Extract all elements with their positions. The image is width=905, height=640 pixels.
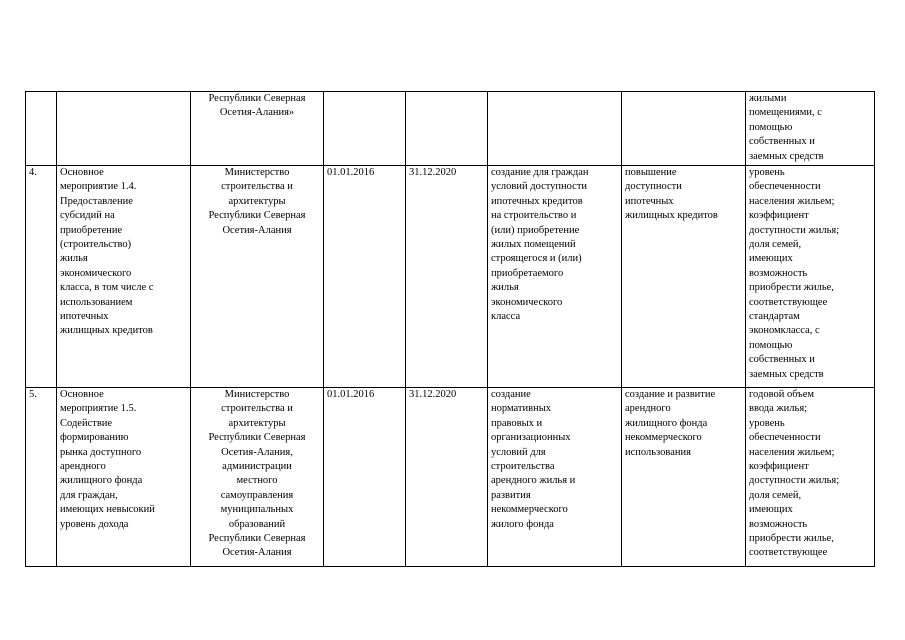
measure-name-cell [57,92,191,166]
consequences-text: повышение доступности ипотечных жилищных кредитов [625,167,718,222]
executor-text: Министерство строительства и архитектуры Республики Северная Осетия-Алания [208,167,306,236]
consequences-cell [622,388,746,567]
end-date-cell [406,92,488,166]
executor-cell [191,166,324,388]
start-date: 01.01.2016 [327,167,375,178]
table-row [26,388,875,567]
end-date: 31.12.2020 [409,389,457,400]
expected-result: создание для граждан условий доступности ипотечных кредитов на строительство и (или) приобретение жилых помещений строящегося и (или) приобретаемого жилья экономического класса [491,167,589,323]
row-number-cell [26,166,57,388]
executor-cell [191,92,324,166]
end-date-cell [406,388,488,567]
measure-name: Основное мероприятие 1.5. Содействие формированию рынка доступного арендного жилищного фонда для граждан, имеющих невысокий уровень дохода [60,389,155,530]
expected-result-cell [488,166,622,388]
executor-cell [191,388,324,567]
executor-text: Республики Северная Осетия-Алания» [208,93,306,119]
row-number-cell [26,92,57,166]
row-number-cell [26,388,57,567]
table-row [26,166,875,388]
expected-result-cell [488,92,622,166]
start-date-cell [324,92,406,166]
expected-result: создание нормативных правовых и организационных условий для строительства арендного жилья и развития некоммерческого жилого фонда [491,389,576,530]
indicator-link-cell [746,92,875,166]
table-row [26,92,875,166]
end-date-cell [406,166,488,388]
start-date-cell [324,166,406,388]
consequences-text: создание и развитие арендного жилищного фонда некоммерческого использования [625,389,716,458]
indicator-link: жилыми помещениями, с помощью собственных и заемных средств [749,93,824,162]
consequences-cell [622,92,746,166]
measure-name-cell [57,166,191,388]
start-date-cell [324,388,406,567]
indicator-link-cell [746,166,875,388]
program-measures-table [25,91,875,567]
row-number: 4. [29,167,37,178]
executor-text: Министерство строительства и архитектуры Республики Северная Осетия-Алания, администрации местного самоуправления муниципальных образований Республики Северная Осетия-Алания [208,389,306,559]
row-number: 5. [29,389,37,400]
consequences-cell [622,166,746,388]
indicator-link: уровень обеспеченности населения жильем; коэффициент доступности жилья; доля семей, имеющих возможность приобрести жилье, соответствующее стандартам экономкласса, с помощью собственных и заемных средств [749,167,840,380]
expected-result-cell [488,388,622,567]
measure-name: Основное мероприятие 1.4. Предоставление субсидий на приобретение (строительство) жилья экономического класса, в том числе с использованием ипотечных жилищных кредитов [60,167,154,337]
indicator-link-cell [746,388,875,567]
measure-name-cell [57,388,191,567]
end-date: 31.12.2020 [409,167,457,178]
start-date: 01.01.2016 [327,389,375,400]
indicator-link: годовой объем ввода жилья; уровень обеспеченности населения жильем; коэффициент доступности жилья; доля семей, имеющих возможность приобрести жилье, соответствующее [749,389,840,559]
